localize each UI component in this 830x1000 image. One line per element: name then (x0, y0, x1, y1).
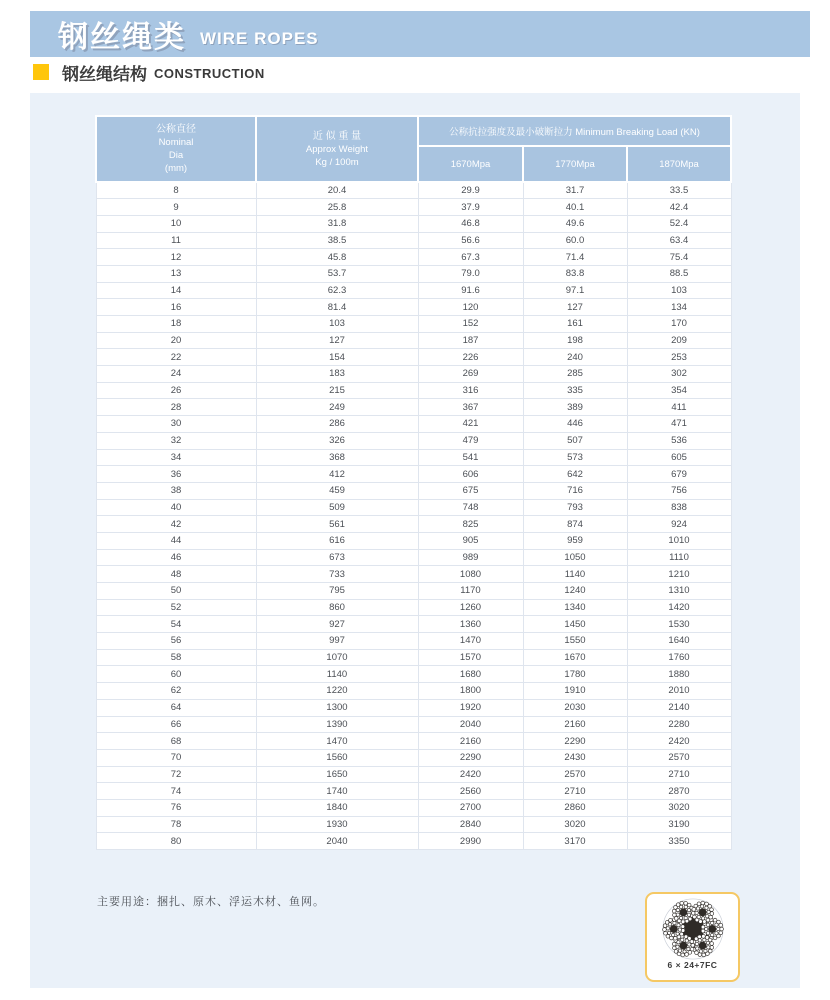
table-cell: 2040 (256, 833, 418, 850)
table-cell: 25.8 (256, 199, 418, 216)
table-cell: 509 (256, 499, 418, 516)
table-row (96, 432, 731, 449)
table-cell: 74 (96, 783, 256, 800)
table-cell: 18 (96, 316, 256, 333)
table-cell: 2140 (627, 699, 731, 716)
table-header (96, 116, 731, 182)
table-cell: 62 (96, 683, 256, 700)
table-cell: 1800 (418, 683, 523, 700)
table-row (96, 749, 731, 766)
table-cell: 63.4 (627, 232, 731, 249)
table-cell: 1640 (627, 633, 731, 650)
table-cell: 26 (96, 382, 256, 399)
table-cell: 2160 (418, 733, 523, 750)
table-cell: 66 (96, 716, 256, 733)
table-row (96, 265, 731, 282)
table-cell: 209 (627, 332, 731, 349)
table-cell: 471 (627, 416, 731, 433)
table-cell: 48 (96, 566, 256, 583)
content-panel (30, 93, 800, 988)
table-cell: 52.4 (627, 215, 731, 232)
table-cell: 249 (256, 399, 418, 416)
table-cell: 58 (96, 649, 256, 666)
table-cell: 83.8 (523, 265, 627, 282)
table-cell: 29.9 (418, 182, 523, 199)
table-cell: 3350 (627, 833, 731, 850)
table-cell: 11 (96, 232, 256, 249)
table-cell: 161 (523, 316, 627, 333)
table-cell: 9 (96, 199, 256, 216)
table-cell: 673 (256, 549, 418, 566)
table-row (96, 783, 731, 800)
table-cell: 1910 (523, 683, 627, 700)
column-header-diameter: 公称直径 Nominal Dia (mm) (96, 116, 256, 182)
table-cell: 1140 (523, 566, 627, 583)
table-cell: 1070 (256, 649, 418, 666)
table-cell: 838 (627, 499, 731, 516)
table-cell: 1530 (627, 616, 731, 633)
table-cell: 134 (627, 299, 731, 316)
table-cell: 1840 (256, 799, 418, 816)
table-cell: 2040 (418, 716, 523, 733)
table-cell: 40.1 (523, 199, 627, 216)
table-cell: 2860 (523, 799, 627, 816)
table-cell: 1080 (418, 566, 523, 583)
table-row (96, 416, 731, 433)
table-cell: 152 (418, 316, 523, 333)
table-cell: 3020 (523, 816, 627, 833)
table-cell: 120 (418, 299, 523, 316)
table-cell: 253 (627, 349, 731, 366)
table-row (96, 649, 731, 666)
table-cell: 1470 (418, 633, 523, 650)
table-row (96, 549, 731, 566)
table-cell: 44 (96, 532, 256, 549)
table-row (96, 516, 731, 533)
table-cell: 28 (96, 399, 256, 416)
table-cell: 226 (418, 349, 523, 366)
table-cell: 103 (627, 282, 731, 299)
table-cell: 46.8 (418, 215, 523, 232)
table-row (96, 766, 731, 783)
table-cell: 42.4 (627, 199, 731, 216)
table-row (96, 599, 731, 616)
table-cell: 34 (96, 449, 256, 466)
table-cell: 79.0 (418, 265, 523, 282)
table-cell: 642 (523, 466, 627, 483)
table-cell: 8 (96, 182, 256, 199)
table-cell: 795 (256, 583, 418, 600)
column-header-grade-1870: 1870Mpa (627, 146, 731, 182)
table-cell: 1110 (627, 549, 731, 566)
table-cell: 1570 (418, 649, 523, 666)
table-cell: 2430 (523, 749, 627, 766)
section-heading (33, 60, 265, 84)
table-row (96, 566, 731, 583)
table-cell: 573 (523, 449, 627, 466)
table-row (96, 349, 731, 366)
table-row (96, 466, 731, 483)
table-cell: 606 (418, 466, 523, 483)
table-cell: 1220 (256, 683, 418, 700)
table-cell: 2010 (627, 683, 731, 700)
table-cell: 1340 (523, 599, 627, 616)
table-cell: 1550 (523, 633, 627, 650)
table-cell: 13 (96, 265, 256, 282)
table-cell: 2870 (627, 783, 731, 800)
table-cell: 927 (256, 616, 418, 633)
table-cell: 50 (96, 583, 256, 600)
table-cell: 2420 (627, 733, 731, 750)
table-row (96, 299, 731, 316)
table-row (96, 399, 731, 416)
table-cell: 45.8 (256, 249, 418, 266)
table-cell: 60.0 (523, 232, 627, 249)
table-cell: 1740 (256, 783, 418, 800)
table-cell: 38.5 (256, 232, 418, 249)
table-cell: 215 (256, 382, 418, 399)
column-header-grade-1770: 1770Mpa (523, 146, 627, 182)
table-cell: 154 (256, 349, 418, 366)
table-cell: 187 (418, 332, 523, 349)
table-cell: 1560 (256, 749, 418, 766)
column-header-grade-1670: 1670Mpa (418, 146, 523, 182)
table-cell: 1050 (523, 549, 627, 566)
table-cell: 78 (96, 816, 256, 833)
table-cell: 2840 (418, 816, 523, 833)
table-cell: 874 (523, 516, 627, 533)
table-cell: 326 (256, 432, 418, 449)
table-cell: 91.6 (418, 282, 523, 299)
table-cell: 2420 (418, 766, 523, 783)
table-cell: 412 (256, 466, 418, 483)
table-cell: 860 (256, 599, 418, 616)
rope-cross-section-box (645, 892, 740, 982)
table-cell: 541 (418, 449, 523, 466)
table-cell: 75.4 (627, 249, 731, 266)
yellow-bullet-icon (33, 64, 49, 80)
table-cell: 1260 (418, 599, 523, 616)
table-cell: 240 (523, 349, 627, 366)
table-row (96, 499, 731, 516)
table-cell: 1450 (523, 616, 627, 633)
table-cell: 33.5 (627, 182, 731, 199)
table-cell: 1920 (418, 699, 523, 716)
table-cell: 989 (418, 549, 523, 566)
table-cell: 31.7 (523, 182, 627, 199)
table-row (96, 616, 731, 633)
table-cell: 1310 (627, 583, 731, 600)
table-cell: 536 (627, 432, 731, 449)
table-cell: 1390 (256, 716, 418, 733)
table-cell: 716 (523, 482, 627, 499)
table-cell: 20.4 (256, 182, 418, 199)
table-cell: 1360 (418, 616, 523, 633)
table-cell: 97.1 (523, 282, 627, 299)
table-cell: 507 (523, 432, 627, 449)
rope-cross-section-icon (659, 897, 727, 961)
table-cell: 72 (96, 766, 256, 783)
table-cell: 81.4 (256, 299, 418, 316)
table-row (96, 733, 731, 750)
table-cell: 2030 (523, 699, 627, 716)
table-cell: 38 (96, 482, 256, 499)
construction-label: 6 × 24+7FC (667, 960, 718, 970)
table-cell: 56 (96, 633, 256, 650)
table-cell: 24 (96, 366, 256, 383)
table-cell: 316 (418, 382, 523, 399)
table-cell: 446 (523, 416, 627, 433)
table-cell: 64 (96, 699, 256, 716)
table-cell: 12 (96, 249, 256, 266)
table-cell: 905 (418, 532, 523, 549)
table-row (96, 382, 731, 399)
table-cell: 748 (418, 499, 523, 516)
section-title-chinese: 钢丝绳结构 (62, 64, 147, 84)
table-cell: 3170 (523, 833, 627, 850)
table-cell: 198 (523, 332, 627, 349)
table-row (96, 532, 731, 549)
table-cell: 2570 (523, 766, 627, 783)
table-cell: 924 (627, 516, 731, 533)
table-row (96, 232, 731, 249)
table-cell: 286 (256, 416, 418, 433)
table-cell: 36 (96, 466, 256, 483)
wire-rope-spec-table (95, 115, 732, 850)
table-cell: 959 (523, 532, 627, 549)
table-cell: 76 (96, 799, 256, 816)
table-cell: 42 (96, 516, 256, 533)
table-cell: 183 (256, 366, 418, 383)
table-cell: 616 (256, 532, 418, 549)
table-cell: 170 (627, 316, 731, 333)
table-cell: 2280 (627, 716, 731, 733)
table-cell: 62.3 (256, 282, 418, 299)
table-cell: 40 (96, 499, 256, 516)
table-cell: 2710 (523, 783, 627, 800)
table-cell: 16 (96, 299, 256, 316)
table-row (96, 366, 731, 383)
table-cell: 2160 (523, 716, 627, 733)
table-cell: 10 (96, 215, 256, 232)
table-cell: 675 (418, 482, 523, 499)
table-row (96, 182, 731, 199)
table-cell: 1010 (627, 532, 731, 549)
table-cell: 269 (418, 366, 523, 383)
table-cell: 733 (256, 566, 418, 583)
table-cell: 2290 (523, 733, 627, 750)
table-cell: 335 (523, 382, 627, 399)
table-row (96, 666, 731, 683)
table-cell: 1240 (523, 583, 627, 600)
table-row (96, 215, 731, 232)
table-cell: 1470 (256, 733, 418, 750)
table-row (96, 683, 731, 700)
table-cell: 1210 (627, 566, 731, 583)
table-row (96, 833, 731, 850)
table-cell: 1680 (418, 666, 523, 683)
table-cell: 80 (96, 833, 256, 850)
column-header-breaking-load: 公称抗拉强度及最小破断拉力 Minimum Breaking Load (KN) (418, 116, 731, 146)
table-cell: 2700 (418, 799, 523, 816)
table-row (96, 716, 731, 733)
table-cell: 31.8 (256, 215, 418, 232)
table-cell: 997 (256, 633, 418, 650)
table-cell: 49.6 (523, 215, 627, 232)
table-cell: 3020 (627, 799, 731, 816)
table-cell: 285 (523, 366, 627, 383)
table-cell: 30 (96, 416, 256, 433)
table-cell: 3190 (627, 816, 731, 833)
table-cell: 53.7 (256, 265, 418, 282)
table-cell: 1760 (627, 649, 731, 666)
table-cell: 88.5 (627, 265, 731, 282)
table-cell: 1650 (256, 766, 418, 783)
table-cell: 14 (96, 282, 256, 299)
table-cell: 756 (627, 482, 731, 499)
table-cell: 411 (627, 399, 731, 416)
table-row (96, 449, 731, 466)
table-cell: 20 (96, 332, 256, 349)
table-cell: 605 (627, 449, 731, 466)
table-row (96, 816, 731, 833)
table-cell: 54 (96, 616, 256, 633)
table-cell: 127 (523, 299, 627, 316)
usage-note: 主要用途：捆扎、原木、浮运木材、鱼网。 (97, 896, 325, 908)
table-cell: 103 (256, 316, 418, 333)
table-row (96, 282, 731, 299)
section-title-english: CONSTRUCTION (154, 65, 265, 81)
table-cell: 37.9 (418, 199, 523, 216)
page-title-band (30, 11, 810, 57)
table-cell: 2570 (627, 749, 731, 766)
table-cell: 561 (256, 516, 418, 533)
table-cell: 46 (96, 549, 256, 566)
table-cell: 2290 (418, 749, 523, 766)
table-row (96, 482, 731, 499)
table-cell: 421 (418, 416, 523, 433)
page-title-english: WIRE ROPES (200, 29, 319, 48)
table-row (96, 249, 731, 266)
table-cell: 825 (418, 516, 523, 533)
table-cell: 1170 (418, 583, 523, 600)
table-cell: 56.6 (418, 232, 523, 249)
column-header-weight: 近 似 重 量 Approx Weight Kg / 100m (256, 116, 418, 182)
table-cell: 367 (418, 399, 523, 416)
table-cell: 354 (627, 382, 731, 399)
table-cell: 302 (627, 366, 731, 383)
table-cell: 368 (256, 449, 418, 466)
table-row (96, 699, 731, 716)
table-cell: 2710 (627, 766, 731, 783)
page-title-chinese: 钢丝绳类 (58, 21, 186, 54)
table-cell: 2990 (418, 833, 523, 850)
table-cell: 389 (523, 399, 627, 416)
table-cell: 1780 (523, 666, 627, 683)
table-cell: 2560 (418, 783, 523, 800)
table-cell: 22 (96, 349, 256, 366)
table-cell: 1880 (627, 666, 731, 683)
table-cell: 1140 (256, 666, 418, 683)
table-row (96, 583, 731, 600)
table-row (96, 332, 731, 349)
table-cell: 459 (256, 482, 418, 499)
table-cell: 793 (523, 499, 627, 516)
table-cell: 68 (96, 733, 256, 750)
table-cell: 70 (96, 749, 256, 766)
table-cell: 127 (256, 332, 418, 349)
table-cell: 1300 (256, 699, 418, 716)
table-cell: 679 (627, 466, 731, 483)
table-cell: 52 (96, 599, 256, 616)
table-cell: 67.3 (418, 249, 523, 266)
table-cell: 32 (96, 432, 256, 449)
table-row (96, 633, 731, 650)
table-cell: 1420 (627, 599, 731, 616)
table-cell: 71.4 (523, 249, 627, 266)
table-row (96, 316, 731, 333)
table-body (96, 182, 731, 850)
table-cell: 60 (96, 666, 256, 683)
table-row (96, 799, 731, 816)
table-cell: 1930 (256, 816, 418, 833)
table-cell: 479 (418, 432, 523, 449)
table-row (96, 199, 731, 216)
table-cell: 1670 (523, 649, 627, 666)
